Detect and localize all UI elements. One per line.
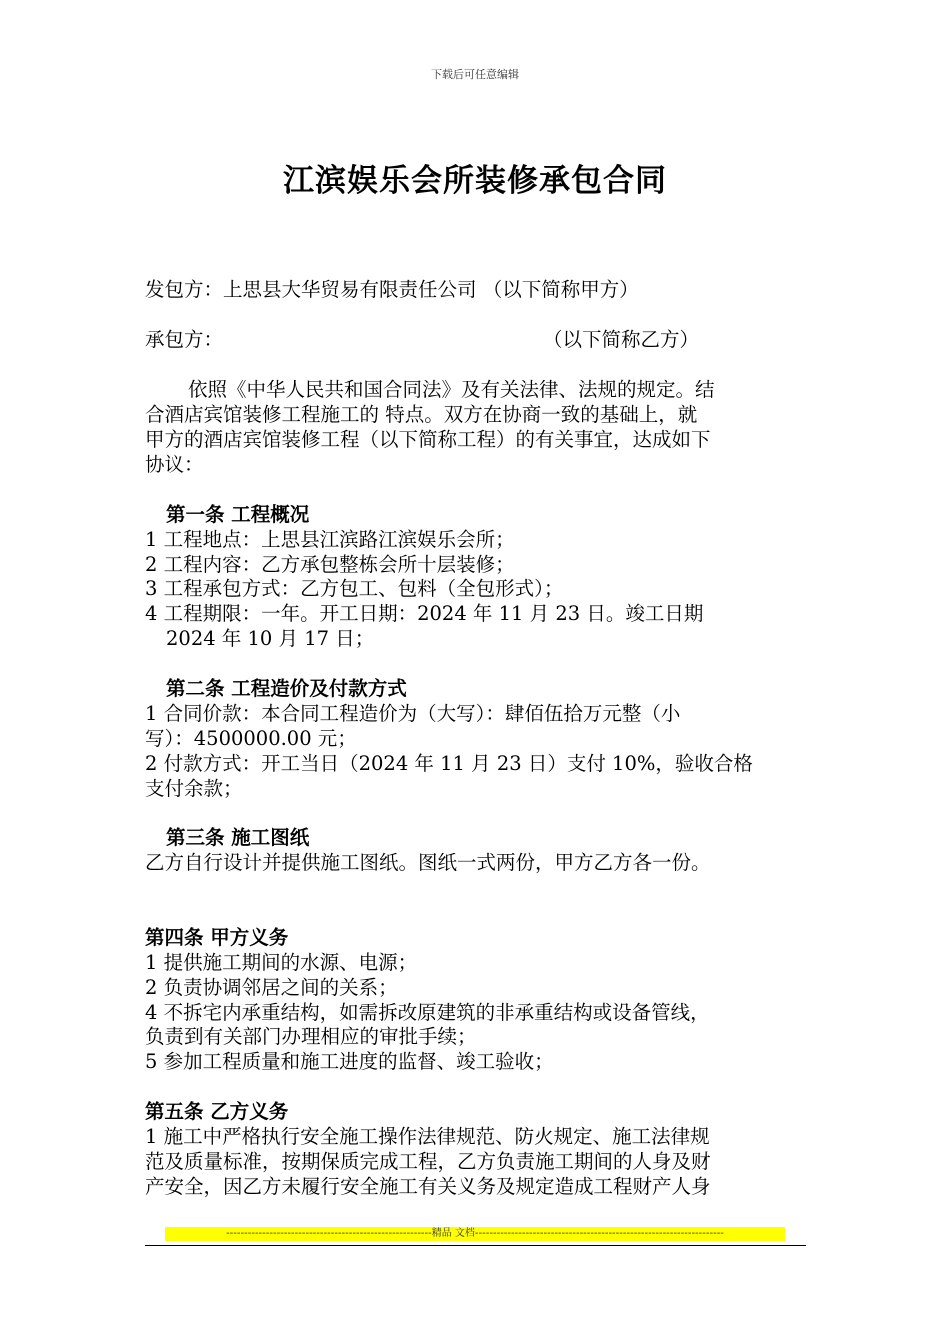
preamble-line: 依照《中华人民共和国合同法》及有关法律、法规的规定。结: [188, 378, 715, 401]
article-5-line: 产安全，因乙方未履行安全施工有关义务及规定造成工程财产人身: [145, 1175, 711, 1198]
party-b-label: 承包方：: [145, 328, 224, 351]
article-4-heading: 第四条 甲方义务: [145, 926, 289, 949]
article-1-heading: 第一条 工程概况: [166, 503, 310, 526]
article-3-heading: 第三条 施工图纸: [166, 826, 310, 849]
article-2-line: 1 合同价款：本合同工程造价为（大写）：肆佰伍拾万元整（小: [145, 702, 681, 725]
party-b-note: （以下简称乙方）: [543, 328, 700, 351]
article-4-line: 5 参加工程质量和施工进度的监督、竣工验收；: [145, 1050, 554, 1073]
article-4-line: 1 提供施工期间的水源、电源；: [145, 951, 418, 974]
preamble-line: 协议：: [145, 453, 204, 476]
article-5-line: 1 施工中严格执行安全施工操作法律规范、防火规定、施工法律规: [145, 1125, 710, 1148]
article-2-line: 写）：4500000.00 元；: [145, 727, 357, 750]
preamble-line: 合酒店宾馆装修工程施工的 特点。双方在协商一致的基础上，就: [145, 403, 698, 426]
header-note: 下载后可任意编辑: [431, 68, 519, 81]
article-2-line: 2 付款方式：开工当日（2024 年 11 月 23 日）支付 10%，验收合格: [145, 752, 753, 775]
footer-watermark-strip: ---------------------------------------------------------精品 文档---------------------------------------------------------------------: [165, 1227, 785, 1241]
article-2-line: 支付余款；: [145, 777, 243, 800]
article-1-line: 1 工程地点：上思县江滨路江滨娱乐会所；: [145, 528, 515, 551]
article-4-line: 2 负责协调邻居之间的关系；: [145, 976, 398, 999]
article-2-heading: 第二条 工程造价及付款方式: [166, 677, 407, 700]
article-1-line: 3 工程承包方式：乙方包工、包料（全包形式）；: [145, 577, 564, 600]
article-4-line: 负责到有关部门办理相应的审批手续；: [145, 1025, 477, 1048]
article-1-line: 2 工程内容：乙方承包整栋会所十层装修；: [145, 553, 515, 576]
preamble-line: 甲方的酒店宾馆装修工程（以下简称工程）的有关事宜，达成如下: [145, 428, 711, 451]
article-5-heading: 第五条 乙方义务: [145, 1100, 289, 1123]
article-5-line: 范及质量标准，按期保质完成工程，乙方负责施工期间的人身及财: [145, 1150, 711, 1173]
article-1-line: 2024 年 10 月 17 日；: [166, 627, 375, 650]
article-3-line: 乙方自行设计并提供施工图纸。图纸一式两份，甲方乙方各一份。: [145, 851, 711, 874]
article-1-line: 4 工程期限：一年。开工日期：2024 年 11 月 23 日。竣工日期: [145, 602, 704, 625]
party-a-line: 发包方：上思县大华贸易有限责任公司 （以下简称甲方）: [145, 278, 639, 301]
footer-rule: [145, 1245, 806, 1246]
document-title: 江滨娱乐会所装修承包合同: [283, 163, 667, 199]
article-4-line: 4 不拆宅内承重结构，如需拆改原建筑的非承重结构或设备管线，: [145, 1001, 710, 1024]
